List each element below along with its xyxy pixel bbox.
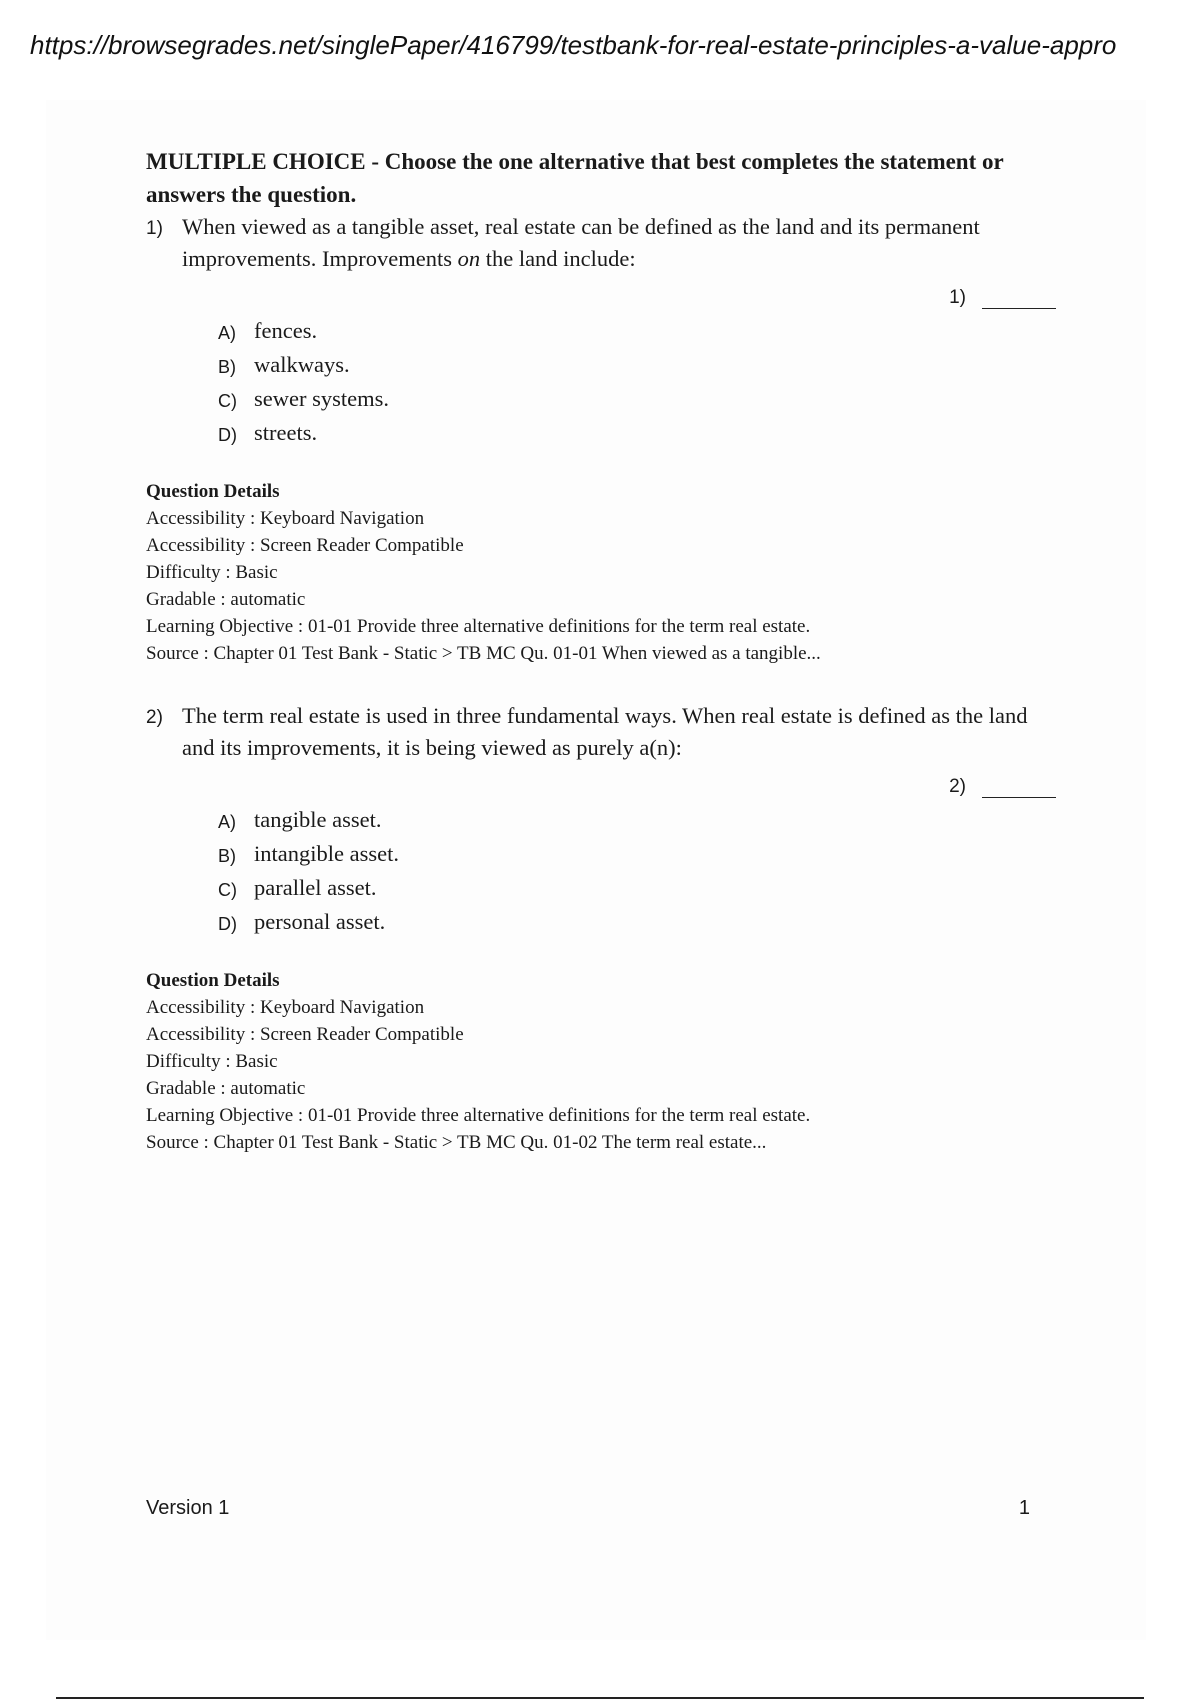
answer-options: [218, 804, 1056, 940]
option-letter: D): [218, 425, 237, 445]
detail-line: Gradable : automatic: [146, 589, 306, 610]
answer-options: [218, 315, 1056, 451]
answer-option-a: [218, 804, 1056, 838]
detail-line: Accessibility : Keyboard Navigation: [146, 508, 425, 529]
option-letter: C): [218, 880, 237, 900]
option-letter: D): [218, 914, 237, 934]
detail-line: Difficulty : Basic: [146, 1051, 278, 1072]
answer-option-d: [218, 906, 1056, 940]
answer-blank-label: 2): [949, 776, 966, 797]
detail-line: Accessibility : Keyboard Navigation: [146, 997, 425, 1018]
question-text: [182, 211, 1056, 275]
question-1: [146, 211, 1056, 667]
question-details-title: Question Details: [146, 970, 280, 991]
question-number: 1): [146, 218, 163, 239]
answer-blank: [146, 281, 1056, 309]
answer-option-b: [218, 838, 1056, 872]
question-stem: [146, 700, 1056, 764]
option-text: parallel asset.: [254, 875, 377, 900]
option-text: personal asset.: [254, 909, 386, 934]
option-letter: B): [218, 357, 236, 377]
detail-line: Accessibility : Screen Reader Compatible: [146, 535, 464, 556]
detail-line: Gradable : automatic: [146, 1078, 306, 1099]
detail-line: Source : Chapter 01 Test Bank - Static > TB MC Qu. 01-02 The term real estate...: [146, 1132, 767, 1153]
answer-option-c: [218, 383, 1056, 417]
option-letter: B): [218, 846, 236, 866]
answer-blank-label: 1): [949, 287, 966, 308]
answer-option-c: [218, 872, 1056, 906]
answer-blank-line: [982, 783, 1056, 798]
question-text-part: the land include:: [480, 246, 636, 271]
question-number: 2): [146, 707, 163, 728]
option-letter: A): [218, 812, 236, 832]
page-footer: [146, 1497, 1030, 1520]
answer-option-d: [218, 417, 1056, 451]
detail-line: Learning Objective : 01-01 Provide three alternative definitions for the term real estate.: [146, 616, 811, 637]
question-details: [146, 478, 1056, 667]
page-number: 1: [1018, 1497, 1030, 1519]
bottom-divider: [56, 1697, 1144, 1699]
detail-line: Difficulty : Basic: [146, 562, 278, 583]
option-text: sewer systems.: [254, 386, 389, 411]
question-2: [146, 700, 1056, 1156]
answer-option-a: [218, 315, 1056, 349]
option-text: intangible asset.: [254, 841, 399, 866]
question-details-title: Question Details: [146, 481, 280, 502]
detail-line: Learning Objective : 01-01 Provide three alternative definitions for the term real estate.: [146, 1105, 811, 1126]
question-stem: [146, 211, 1056, 275]
option-text: streets.: [254, 420, 318, 445]
document-body: [146, 145, 1056, 1156]
section-header: MULTIPLE CHOICE - Choose the one alternative that best completes the statement or answers the question.: [146, 149, 1004, 207]
question-text: The term real estate is used in three fundamental ways. When real estate is defined as the land and its improvements, it is being viewed as purely a(n):: [182, 703, 1028, 760]
page-url: https://browsegrades.net/singlePaper/416799/testbank-for-real-estate-principles-a-value-appro: [30, 30, 1117, 60]
version-label: Version 1: [146, 1497, 230, 1519]
option-letter: C): [218, 391, 237, 411]
detail-line: Accessibility : Screen Reader Compatible: [146, 1024, 464, 1045]
question-text-emphasis: on: [457, 246, 481, 271]
option-text: fences.: [254, 318, 318, 343]
option-text: tangible asset.: [254, 807, 382, 832]
question-text-part: When viewed as a tangible asset, real estate can be defined as the land and its permanent improvements. Improvements: [182, 214, 980, 271]
detail-line: Source : Chapter 01 Test Bank - Static > TB MC Qu. 01-01 When viewed as a tangible...: [146, 643, 821, 664]
option-letter: A): [218, 323, 236, 343]
answer-blank-line: [982, 294, 1056, 309]
option-text: walkways.: [254, 352, 350, 377]
answer-option-b: [218, 349, 1056, 383]
question-details: [146, 967, 1056, 1156]
answer-blank: [146, 770, 1056, 798]
